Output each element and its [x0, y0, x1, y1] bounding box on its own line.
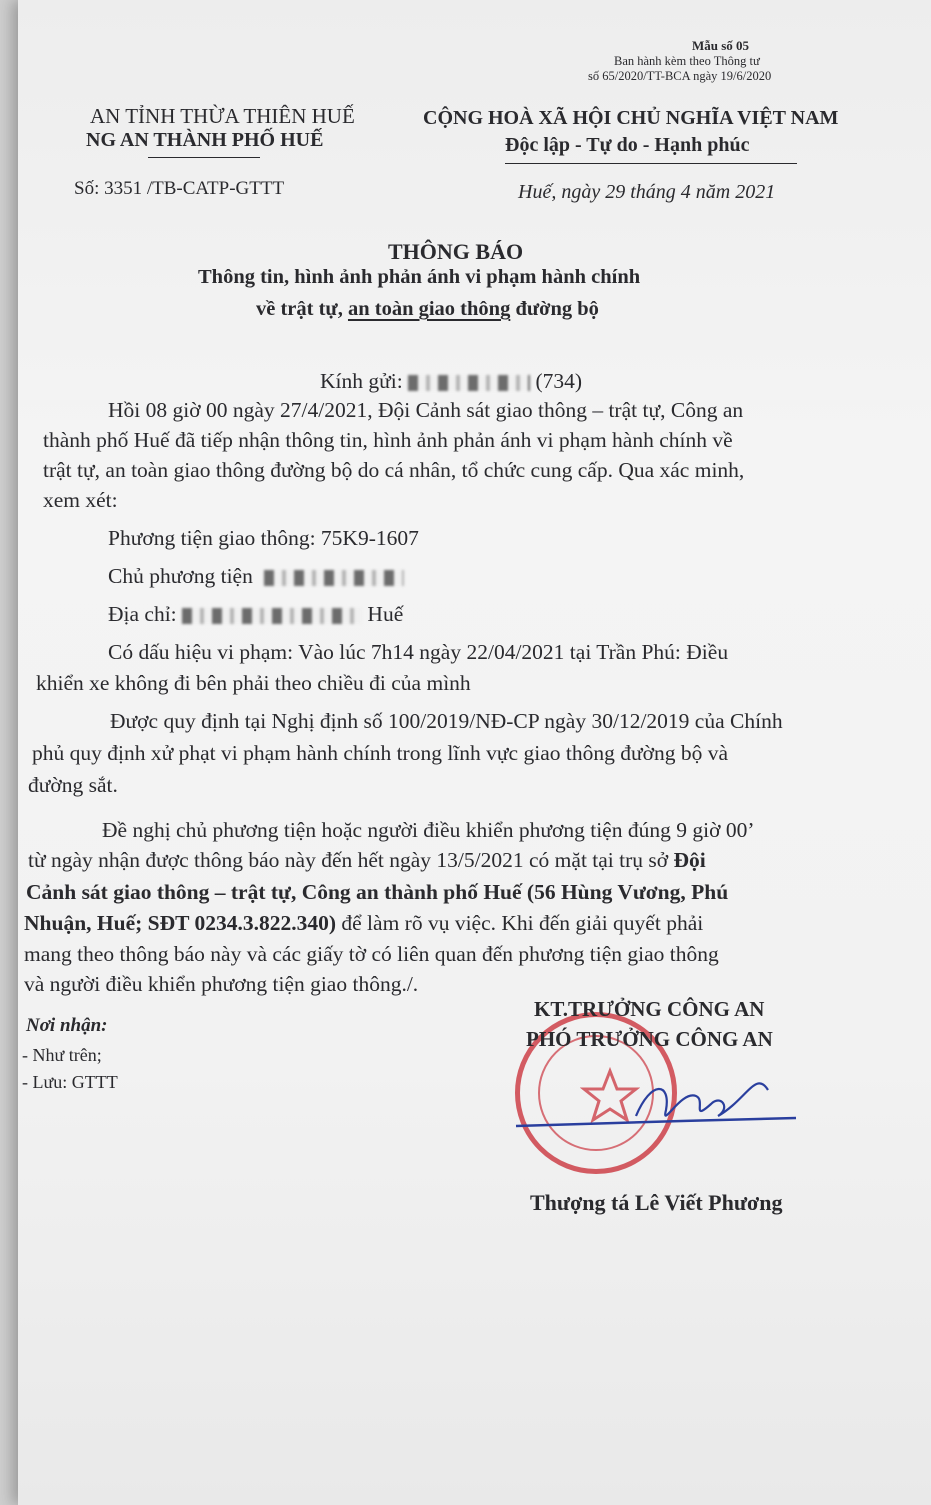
recipient-label: Kính gửi:: [320, 369, 403, 393]
request-line-3: Cảnh sát giao thông – trật tự, Công an thành phố Huế (56 Hùng Vương, Phú: [26, 880, 729, 904]
request-office-start: Đội: [673, 848, 706, 872]
address-label: Địa chỉ:: [108, 602, 177, 626]
form-reference-line2: số 65/2020/TT-BCA ngày 19/6/2020: [588, 69, 772, 83]
regulation-line-2: phủ quy định xử phạt vi phạm hành chính trong lĩnh vực giao thông đường bộ và: [32, 741, 729, 765]
redacted-address: [182, 608, 362, 624]
redacted-owner: [264, 570, 404, 586]
handwritten-signature-icon: [506, 1060, 806, 1150]
notice-subtitle-line2: [256, 298, 599, 321]
regulation-line-3: đường sắt.: [28, 773, 118, 797]
notice-title: THÔNG BÁO: [388, 239, 524, 264]
owner-label: Chủ phương tiện: [108, 564, 253, 588]
recipients-item-2: - Lưu: GTTT: [22, 1072, 118, 1092]
owner-line: [108, 561, 404, 591]
intro-line-1: Hồi 08 giờ 00 ngày 27/4/2021, Đội Cảnh sát giao thông – trật tự, Công an: [108, 398, 744, 422]
subtitle-part-b: an toàn giao thông: [347, 298, 511, 320]
request-line-4: [24, 908, 703, 938]
form-number: Mẫu số 05: [692, 38, 750, 53]
request-line-6: và người điều khiển phương tiện giao thông./.: [24, 972, 419, 996]
document-date: Huế, ngày 29 tháng 4 năm 2021: [518, 181, 776, 203]
vehicle-line: Phương tiện giao thông: 75K9-1607: [108, 526, 419, 550]
violation-line-1: Có dấu hiệu vi phạm: Vào lúc 7h14 ngày 22/04/2021 tại Trần Phú: Điều: [108, 640, 729, 664]
subtitle-part-a: về trật tự,: [256, 298, 348, 320]
address-line: [108, 599, 403, 629]
document-number: Số: 3351 /TB-CATP-GTTT: [74, 178, 285, 199]
request-office-end: Nhuận, Huế; SĐT 0234.3.822.340): [24, 911, 337, 935]
request-line-5: mang theo thông báo này và các giấy tờ có liên quan đến phương tiện giao thông: [24, 942, 719, 966]
signer-name: Thượng tá Lê Viết Phương: [530, 1190, 783, 1215]
agency-name: NG AN THÀNH PHỐ HUẾ: [86, 129, 324, 151]
recipient-line: [320, 366, 582, 396]
signature-title-2: PHÓ TRƯỞNG CÔNG AN: [526, 1027, 773, 1051]
request-line-1: Đề nghị chủ phương tiện hoặc người điều khiển phương tiện đúng 9 giờ 00’: [102, 818, 755, 842]
national-name: CỘNG HOÀ XÃ HỘI CHỦ NGHĨA VIỆT NAM: [423, 107, 839, 129]
recipients-heading: Nơi nhận:: [26, 1015, 108, 1036]
request-text: từ ngày nhận được thông báo này đến hết ngày 13/5/2021 có mặt tại trụ sở: [28, 848, 674, 872]
intro-line-2: thành phố Huế đã tiếp nhận thông tin, hình ảnh phản ánh vi phạm hành chính về: [43, 428, 733, 452]
agency-underline: [148, 157, 260, 158]
redacted-recipient: [408, 375, 530, 391]
address-suffix: Huế: [367, 602, 404, 626]
regulation-line-1: Được quy định tại Nghị định số 100/2019/NĐ-CP ngày 30/12/2019 của Chính: [110, 709, 783, 733]
document-page: [18, 0, 931, 1505]
agency-parent: AN TỈNH THỪA THIÊN HUẾ: [90, 104, 355, 128]
national-motto: Độc lập - Tự do - Hạnh phúc: [505, 134, 750, 156]
motto-underline: [505, 163, 797, 164]
intro-line-3: trật tự, an toàn giao thông đường bộ do cá nhân, tổ chức cung cấp. Qua xác minh,: [43, 458, 745, 482]
request-text-cont: để làm rõ vụ việc. Khi đến giải quyết phải: [336, 911, 704, 935]
recipients-item-1: - Như trên;: [22, 1045, 102, 1065]
subtitle-part-c: đường bộ: [510, 298, 599, 320]
violation-line-2: khiển xe không đi bên phải theo chiều đi của mình: [36, 671, 471, 695]
signature-title-1: KT.TRƯỞNG CÔNG AN: [534, 997, 765, 1021]
intro-line-4: xem xét:: [43, 488, 118, 512]
form-reference-line1: Ban hành kèm theo Thông tư: [614, 54, 760, 68]
recipient-suffix: (734): [535, 369, 583, 393]
request-line-2: [28, 845, 706, 875]
notice-subtitle-line1: Thông tin, hình ảnh phản ánh vi phạm hành chính: [198, 266, 641, 288]
